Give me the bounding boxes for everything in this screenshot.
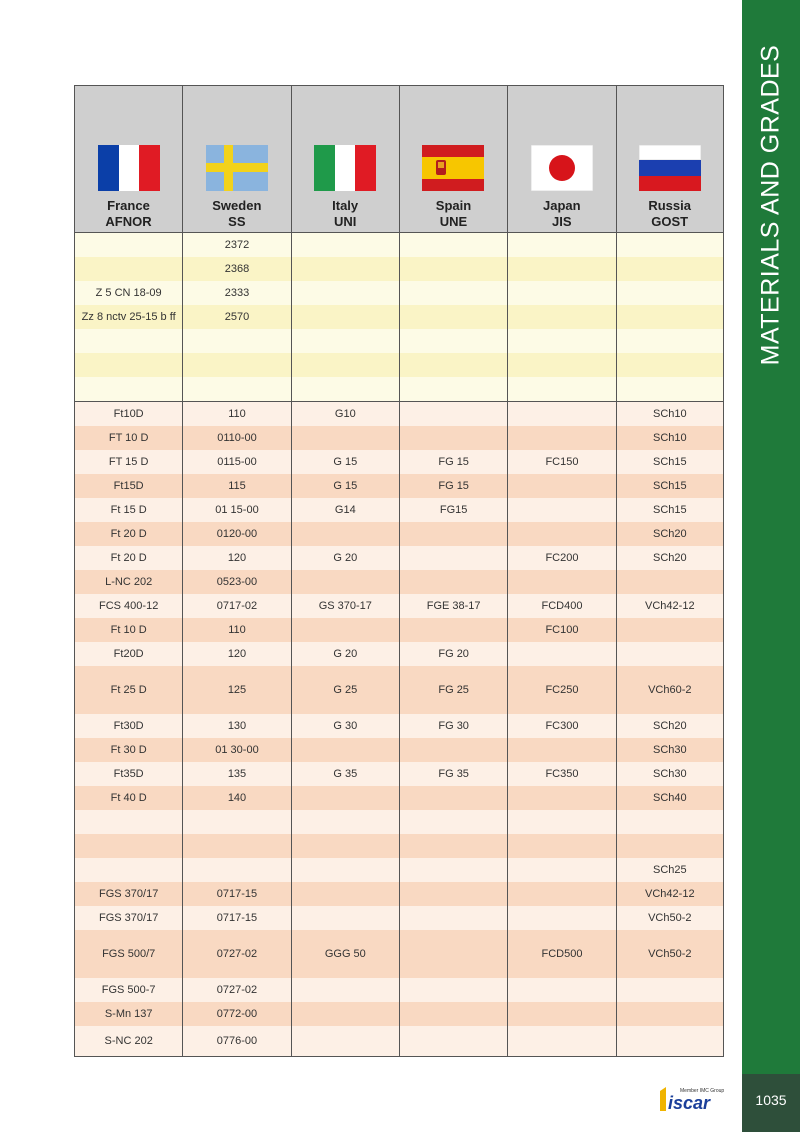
- table-cell: G 15: [291, 474, 399, 498]
- table-cell: [399, 930, 507, 978]
- country-label: Sweden: [212, 198, 262, 213]
- japan-flag-icon: [531, 145, 593, 191]
- table-row: [74, 786, 724, 810]
- table-cell: [616, 329, 724, 353]
- table-cell: [291, 882, 399, 906]
- table-cell: S-NC 202: [74, 1026, 182, 1056]
- table-cell: Ft 40 D: [74, 786, 182, 810]
- france-flag-icon: [98, 145, 160, 191]
- table-row: [74, 450, 724, 474]
- table-cell: [74, 257, 182, 281]
- section-title: [742, 0, 800, 420]
- header-spain: [399, 86, 507, 232]
- table-row: [74, 810, 724, 834]
- section-title-text: MATERIALS AND GRADES: [756, 44, 785, 366]
- table-cell: [182, 353, 290, 377]
- standard-label: UNI: [333, 214, 357, 229]
- table-cell: SCh30: [616, 762, 724, 786]
- table-cell: G 20: [291, 546, 399, 570]
- table-cell: [399, 281, 507, 305]
- table-row: [74, 257, 724, 281]
- russia-flag-icon: [639, 145, 701, 191]
- table-row: [74, 618, 724, 642]
- table-cell: Zz 8 nctv 25-15 b ff: [74, 305, 182, 329]
- table-cell: [507, 426, 615, 450]
- table-header: [74, 85, 724, 233]
- table-cell: [507, 882, 615, 906]
- table-cell: SCh10: [616, 402, 724, 426]
- table-cell: [399, 810, 507, 834]
- table-cell: [182, 834, 290, 858]
- table-cell: [399, 834, 507, 858]
- table-cell: GS 370-17: [291, 594, 399, 618]
- table-row: [74, 1026, 724, 1057]
- table-cell: FGS 370/17: [74, 882, 182, 906]
- table-cell: L-NC 202: [74, 570, 182, 594]
- header-france: [74, 86, 182, 232]
- table-cell: 0120-00: [182, 522, 290, 546]
- table-cell: FC300: [507, 714, 615, 738]
- table-cell: [616, 305, 724, 329]
- table-cell: [399, 426, 507, 450]
- country-label: Italy: [332, 198, 359, 213]
- table-cell: FCS 400-12: [74, 594, 182, 618]
- table-cell: [507, 642, 615, 666]
- table-cell: 120: [182, 546, 290, 570]
- table-row: [74, 522, 724, 546]
- table-cell: [399, 882, 507, 906]
- header-russia: [616, 86, 724, 232]
- table-cell: 115: [182, 474, 290, 498]
- table-cell: [182, 858, 290, 882]
- table-cell: SCh15: [616, 450, 724, 474]
- table-cell: [507, 522, 615, 546]
- table-row: [74, 570, 724, 594]
- table-cell: [616, 618, 724, 642]
- table-cell: Ft 25 D: [74, 666, 182, 714]
- table-cell: [74, 329, 182, 353]
- table-cell: 130: [182, 714, 290, 738]
- standard-label: JIS: [552, 214, 572, 229]
- table-cell: SCh40: [616, 786, 724, 810]
- table-cell: [399, 978, 507, 1002]
- table-cell: [616, 281, 724, 305]
- table-cell: [616, 1026, 724, 1056]
- table-row: [74, 546, 724, 570]
- table-cell: [399, 257, 507, 281]
- table-cell: 125: [182, 666, 290, 714]
- table-row: [74, 281, 724, 305]
- table-cell: [291, 1026, 399, 1056]
- table-row: [74, 906, 724, 930]
- country-label: Japan: [543, 198, 581, 213]
- table-cell: [507, 281, 615, 305]
- table-cell: SCh30: [616, 738, 724, 762]
- header-japan: [507, 86, 615, 232]
- table-cell: SCh15: [616, 474, 724, 498]
- table-row: [74, 882, 724, 906]
- table-cell: [291, 834, 399, 858]
- table-row: [74, 858, 724, 882]
- table-row: [74, 233, 724, 257]
- table-cell: 01 15-00: [182, 498, 290, 522]
- header-sweden: [182, 86, 290, 232]
- table-cell: Ft 15 D: [74, 498, 182, 522]
- table-cell: [399, 906, 507, 930]
- header-italy: [291, 86, 399, 232]
- table-cell: 0717-15: [182, 882, 290, 906]
- table-cell: [74, 834, 182, 858]
- table-cell: FG 20: [399, 642, 507, 666]
- table-cell: [507, 1026, 615, 1056]
- table-cell: [507, 257, 615, 281]
- country-label: Spain: [435, 198, 472, 213]
- table-cell: 0772-00: [182, 1002, 290, 1026]
- table-cell: [291, 786, 399, 810]
- table-cell: FCD500: [507, 930, 615, 978]
- table-cell: [507, 978, 615, 1002]
- table-cell: [507, 402, 615, 426]
- table-cell: 0523-00: [182, 570, 290, 594]
- table-cell: [616, 810, 724, 834]
- table-cell: SCh15: [616, 498, 724, 522]
- table-row: [74, 377, 724, 401]
- table-cell: [616, 233, 724, 257]
- table-cell: [291, 329, 399, 353]
- table-cell: FG 15: [399, 450, 507, 474]
- table-cell: Ft 20 D: [74, 522, 182, 546]
- table-cell: [291, 353, 399, 377]
- table-row: [74, 401, 724, 426]
- table-cell: [399, 786, 507, 810]
- table-row: [74, 642, 724, 666]
- table-cell: [291, 738, 399, 762]
- table-cell: FG 15: [399, 474, 507, 498]
- table-row: [74, 714, 724, 738]
- table-cell: [507, 834, 615, 858]
- table-cell: FT 10 D: [74, 426, 182, 450]
- table-row: [74, 738, 724, 762]
- table-cell: FG 30: [399, 714, 507, 738]
- table-cell: [291, 1002, 399, 1026]
- table-cell: [616, 834, 724, 858]
- table-cell: [182, 329, 290, 353]
- table-cell: VCh42-12: [616, 882, 724, 906]
- table-cell: 110: [182, 402, 290, 426]
- table-cell: Ft20D: [74, 642, 182, 666]
- table-cell: [291, 281, 399, 305]
- table-cell: [291, 426, 399, 450]
- table-cell: [616, 377, 724, 401]
- table-cell: FGE 38-17: [399, 594, 507, 618]
- table-cell: [507, 353, 615, 377]
- table-cell: [507, 498, 615, 522]
- table-cell: [291, 257, 399, 281]
- table-cell: 135: [182, 762, 290, 786]
- table-cell: G 25: [291, 666, 399, 714]
- table-cell: FG 35: [399, 762, 507, 786]
- table-cell: [507, 1002, 615, 1026]
- table-cell: FG 25: [399, 666, 507, 714]
- table-cell: [291, 978, 399, 1002]
- table-cell: [507, 906, 615, 930]
- table-cell: 0776-00: [182, 1026, 290, 1056]
- table-cell: [616, 978, 724, 1002]
- table-cell: [399, 377, 507, 401]
- italy-flag-icon: [314, 145, 376, 191]
- table-cell: [291, 305, 399, 329]
- table-row: [74, 930, 724, 978]
- table-cell: FGS 500/7: [74, 930, 182, 978]
- table-cell: [507, 810, 615, 834]
- standard-label: GOST: [651, 214, 689, 229]
- table-cell: [399, 522, 507, 546]
- table-row: [74, 305, 724, 329]
- table-cell: [616, 257, 724, 281]
- table-row: [74, 666, 724, 714]
- materials-table: [74, 85, 724, 1057]
- table-row: [74, 329, 724, 353]
- table-cell: Ft 20 D: [74, 546, 182, 570]
- table-cell: Ft 30 D: [74, 738, 182, 762]
- table-cell: SCh20: [616, 546, 724, 570]
- table-cell: SCh10: [616, 426, 724, 450]
- page-number: 1035: [755, 1092, 787, 1108]
- table-row: [74, 353, 724, 377]
- table-cell: [507, 233, 615, 257]
- table-cell: [291, 810, 399, 834]
- table-cell: Ft15D: [74, 474, 182, 498]
- table-cell: G 20: [291, 642, 399, 666]
- table-cell: [507, 738, 615, 762]
- table-row: [74, 474, 724, 498]
- table-cell: S-Mn 137: [74, 1002, 182, 1026]
- table-cell: [616, 642, 724, 666]
- table-cell: G10: [291, 402, 399, 426]
- table-row: [74, 834, 724, 858]
- table-cell: G14: [291, 498, 399, 522]
- table-cell: [399, 329, 507, 353]
- table-cell: FC150: [507, 450, 615, 474]
- table-cell: [291, 906, 399, 930]
- table-body: [74, 233, 724, 1057]
- table-cell: [182, 810, 290, 834]
- table-cell: FG15: [399, 498, 507, 522]
- table-cell: [399, 618, 507, 642]
- table-cell: [399, 1002, 507, 1026]
- table-cell: [507, 858, 615, 882]
- table-cell: [291, 522, 399, 546]
- table-cell: [74, 810, 182, 834]
- table-cell: [74, 377, 182, 401]
- table-cell: [291, 858, 399, 882]
- table-row: [74, 426, 724, 450]
- table-cell: 2368: [182, 257, 290, 281]
- standard-label: SS: [228, 214, 246, 229]
- table-cell: 0727-02: [182, 978, 290, 1002]
- table-cell: 140: [182, 786, 290, 810]
- standard-label: AFNOR: [105, 214, 152, 229]
- table-cell: [74, 858, 182, 882]
- table-cell: [399, 305, 507, 329]
- table-cell: [399, 858, 507, 882]
- table-cell: 110: [182, 618, 290, 642]
- table-cell: FC100: [507, 618, 615, 642]
- table-cell: FGS 370/17: [74, 906, 182, 930]
- table-row: [74, 762, 724, 786]
- table-cell: G 35: [291, 762, 399, 786]
- table-cell: [507, 329, 615, 353]
- spain-flag-icon: [422, 145, 484, 191]
- table-cell: Ft 10 D: [74, 618, 182, 642]
- table-cell: [74, 353, 182, 377]
- table-cell: VCh50-2: [616, 906, 724, 930]
- table-cell: Ft10D: [74, 402, 182, 426]
- table-cell: [507, 786, 615, 810]
- table-cell: [399, 233, 507, 257]
- table-cell: [616, 570, 724, 594]
- table-cell: [399, 353, 507, 377]
- table-cell: 01 30-00: [182, 738, 290, 762]
- table-cell: 2333: [182, 281, 290, 305]
- svg-text:iscar: iscar: [668, 1093, 711, 1113]
- table-cell: FC350: [507, 762, 615, 786]
- table-cell: [616, 353, 724, 377]
- table-cell: 2570: [182, 305, 290, 329]
- table-row: [74, 594, 724, 618]
- sweden-flag-icon: [206, 145, 268, 191]
- table-cell: Ft35D: [74, 762, 182, 786]
- table-cell: [507, 570, 615, 594]
- table-cell: VCh60-2: [616, 666, 724, 714]
- table-cell: [507, 305, 615, 329]
- table-cell: [291, 233, 399, 257]
- table-cell: VCh50-2: [616, 930, 724, 978]
- table-row: [74, 498, 724, 522]
- table-cell: G 15: [291, 450, 399, 474]
- table-row: [74, 978, 724, 1002]
- standard-label: UNE: [439, 214, 468, 229]
- table-cell: 0717-15: [182, 906, 290, 930]
- country-label: France: [107, 198, 150, 213]
- table-cell: [399, 402, 507, 426]
- table-cell: [399, 546, 507, 570]
- table-cell: VCh42-12: [616, 594, 724, 618]
- table-cell: [291, 377, 399, 401]
- table-row: [74, 1002, 724, 1026]
- table-cell: FT 15 D: [74, 450, 182, 474]
- table-cell: [507, 377, 615, 401]
- table-cell: 0717-02: [182, 594, 290, 618]
- table-cell: [399, 570, 507, 594]
- table-cell: FGS 500-7: [74, 978, 182, 1002]
- country-label: Russia: [648, 198, 691, 213]
- table-cell: G 30: [291, 714, 399, 738]
- table-cell: SCh25: [616, 858, 724, 882]
- table-cell: [74, 233, 182, 257]
- table-cell: [291, 570, 399, 594]
- table-cell: 120: [182, 642, 290, 666]
- table-cell: [399, 738, 507, 762]
- table-cell: 0115-00: [182, 450, 290, 474]
- table-cell: Ft30D: [74, 714, 182, 738]
- table-cell: 2372: [182, 233, 290, 257]
- table-cell: FCD400: [507, 594, 615, 618]
- table-cell: FC250: [507, 666, 615, 714]
- table-cell: 0110-00: [182, 426, 290, 450]
- logo-member-text: Member IMC Group: [680, 1088, 725, 1094]
- table-cell: FC200: [507, 546, 615, 570]
- table-cell: [182, 377, 290, 401]
- table-cell: SCh20: [616, 522, 724, 546]
- table-cell: GGG 50: [291, 930, 399, 978]
- table-cell: [507, 474, 615, 498]
- table-cell: SCh20: [616, 714, 724, 738]
- table-cell: [291, 618, 399, 642]
- table-cell: 0727-02: [182, 930, 290, 978]
- table-cell: Z 5 CN 18-09: [74, 281, 182, 305]
- table-cell: [616, 1002, 724, 1026]
- table-cell: [399, 1026, 507, 1056]
